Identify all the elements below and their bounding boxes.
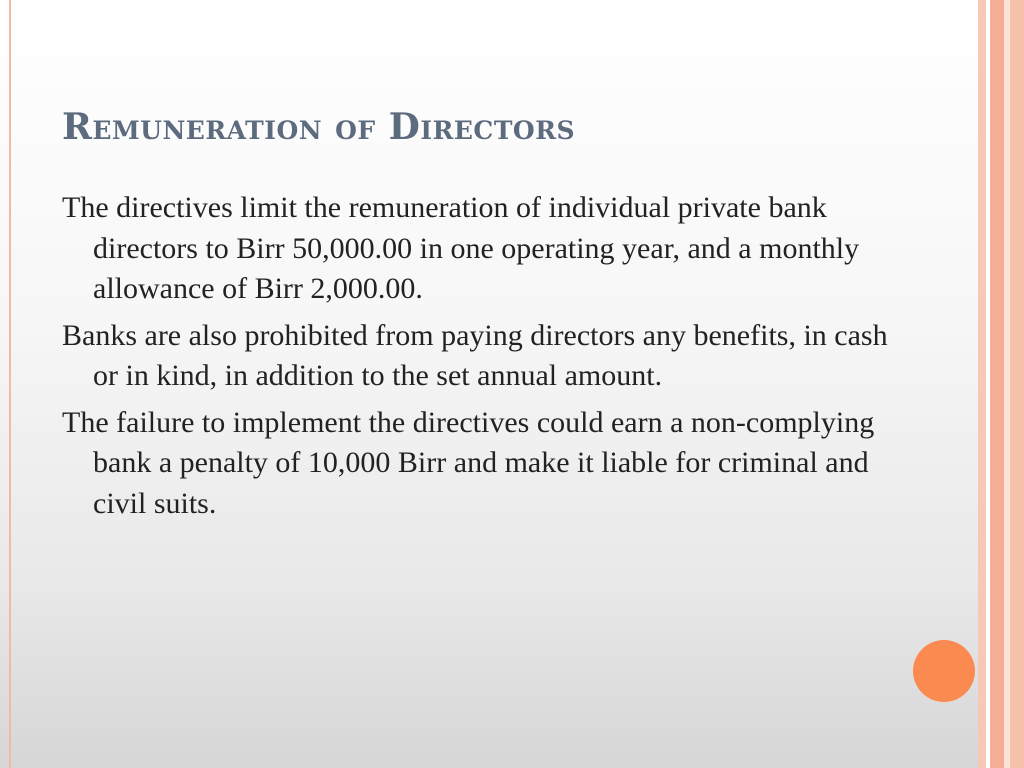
decorative-circle [913,640,975,702]
right-border-stripe [990,0,1004,768]
body-paragraph: The failure to implement the directives could earn a non-complying bank a penalty of 10,000 Birr and make it liable for criminal and civil suits. [62,405,875,520]
slide-title: Remuneration of Directors [62,106,576,148]
left-border-line [9,0,11,768]
slide-body [62,188,902,530]
body-paragraph: The directives limit the remuneration of individual private bank directors to Birr 50,000.00 in one operating year, and a monthly allowance of Birr 2,000.00. [62,191,860,305]
body-paragraph: Banks are also prohibited from paying directors any benefits, in cash or in kind, in addition to the set annual amount. [62,318,888,392]
right-border-stripe [1010,0,1024,768]
right-border-stripe [978,0,986,768]
